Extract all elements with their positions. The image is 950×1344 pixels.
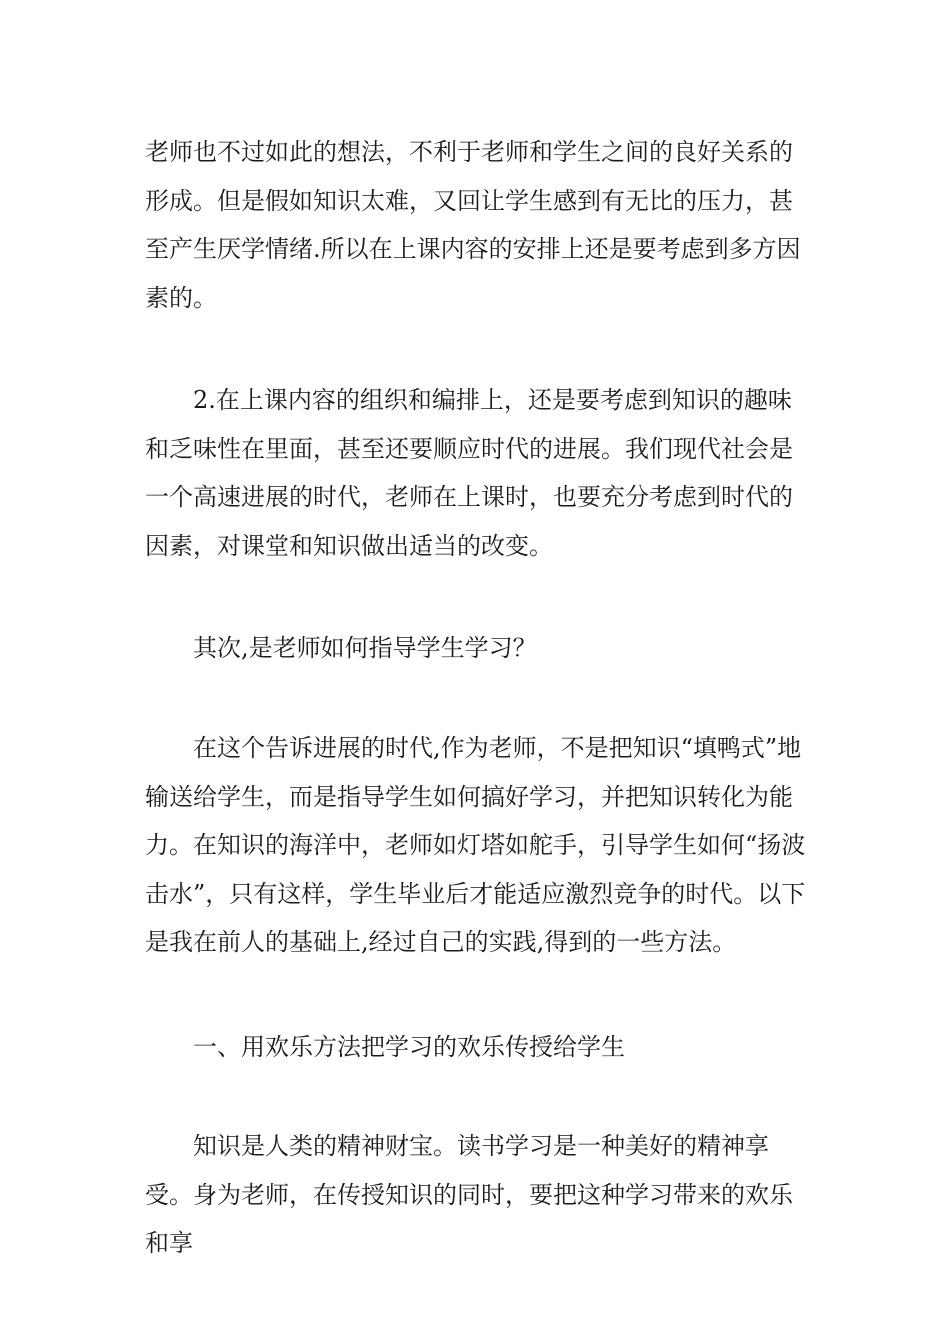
- paragraph-point-2: 2.在上课内容的组织和编排上，还是要考虑到知识的趣味和乏味性在里面，甚至还要顺应时代的进展。我们现代社会是一个高速进展的时代，老师在上课时，也要充分考虑到时代的因素，对课堂和知识做出适当的改变。: [145, 386, 793, 560]
- paragraph-continuation: 老师也不过如此的想法，不利于老师和学生之间的良好关系的形成。但是假如知识太难，又回让学生感到有无比的压力，甚至产生厌学情绪.所以在上课内容的安排上还是要考虑到多方因素的。: [145, 138, 801, 312]
- paragraph-knowledge: 知识是人类的精神财宝。读书学习是一种美好的精神享受。身为老师，在传授知识的同时，要把这种学习带来的欢乐和享: [145, 1132, 793, 1257]
- section-heading-1: 一、用欢乐方法把学习的欢乐传授给学生: [193, 1033, 625, 1061]
- paragraph-guidance: 在这个告诉进展的时代,作为老师，不是把知识“填鸭式”地输送给学生，而是指导学生如何搞好学习，并把知识转化为能力。在知识的海洋中，老师如灯塔如舵手，引导学生如何“扬波击水”，只有这样，学生毕业后才能适应激烈竞争的时代。以下是我在前人的基础上,经过自己的实践,得到的一些方法。: [145, 734, 806, 956]
- paragraph-question-heading: 其次,是老师如何指导学生学习？: [193, 634, 537, 662]
